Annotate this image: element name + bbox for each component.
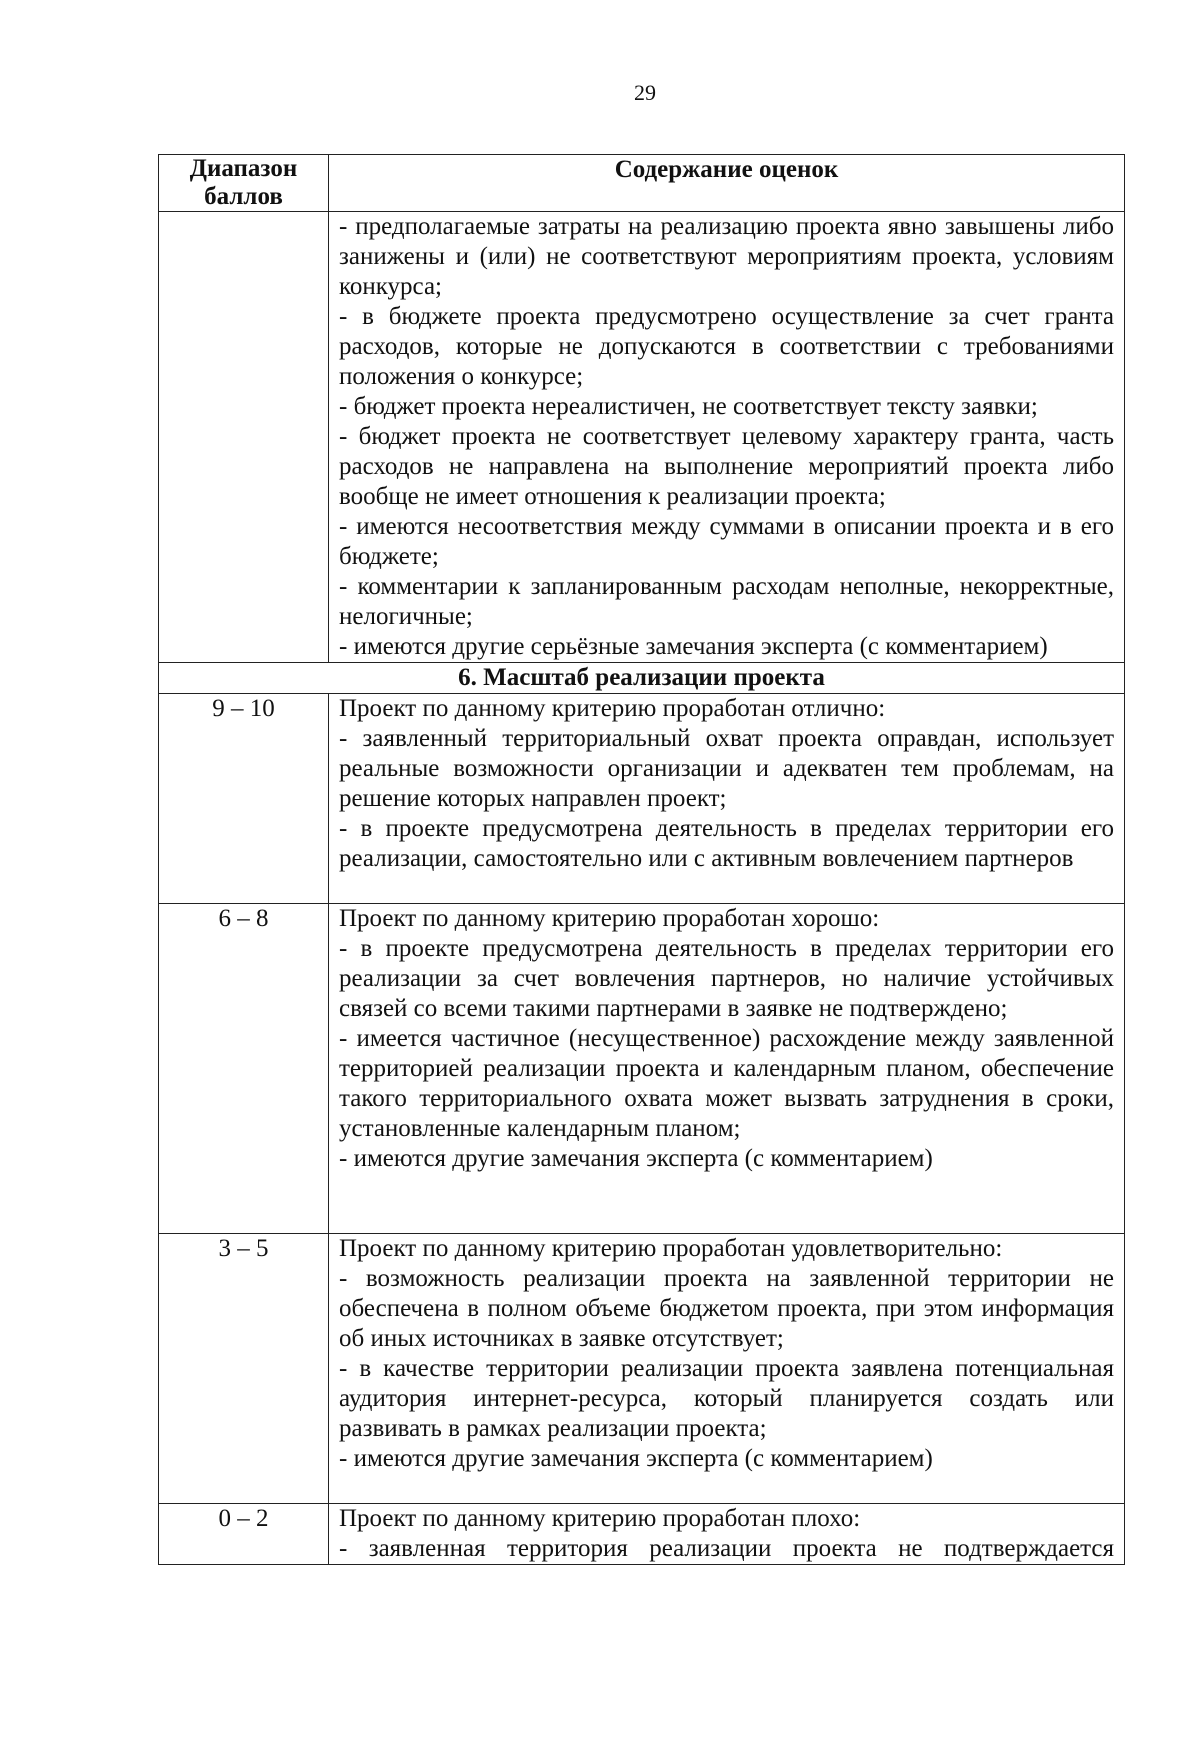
table-row — [159, 904, 1125, 1234]
row-lead: Проект по данному критерию проработан хорошо: — [339, 905, 880, 932]
table-row — [159, 694, 1125, 904]
header-content: Содержание оценок — [329, 155, 1125, 212]
content-cell — [329, 1234, 1125, 1504]
content-cell — [329, 904, 1125, 1234]
section-row — [159, 663, 1125, 694]
list-item: - в проекте предусмотрена деятельность в пределах территории его реализации за счет вовлечения партнеров, но наличие устойчивых связей со всеми такими партнерами в заявке не подтверждено; — [339, 935, 1114, 1022]
list-item: - возможность реализации проекта на заявленной территории не обеспечена в полном объеме бюджетом проекта, при этом информация об иных источниках в заявке отсутствует; — [339, 1265, 1114, 1352]
row-lead: Проект по данному критерию проработан удовлетворительно: — [339, 1235, 1003, 1262]
row-lead: Проект по данному критерию проработан отлично: — [339, 695, 886, 722]
list-item: - в проекте предусмотрена деятельность в пределах территории его реализации, самостоятельно или с активным вовлечением партнеров — [339, 815, 1114, 872]
table-row — [159, 212, 1125, 663]
range-cell: 6 – 8 — [159, 904, 329, 1234]
content-cell — [329, 1504, 1125, 1565]
table-row — [159, 1234, 1125, 1504]
range-cell: 9 – 10 — [159, 694, 329, 904]
list-item: - заявленный территориальный охват проекта оправдан, использует реальные возможности организации и адекватен тем проблемам, на решение которых направлен проект; — [339, 725, 1114, 812]
range-cell-empty — [159, 212, 329, 663]
list-item: - имеются несоответствия между суммами в описании проекта и в его бюджете; — [339, 513, 1114, 570]
content-cell — [329, 212, 1125, 663]
list-item: - имеются другие замечания эксперта (с комментарием) — [339, 1445, 933, 1472]
page-number: 29 — [634, 80, 656, 105]
range-cell: 3 – 5 — [159, 1234, 329, 1504]
row-lead: Проект по данному критерию проработан плохо: — [339, 1505, 861, 1532]
list-item: - предполагаемые затраты на реализацию проекта явно завышены либо занижены и (или) не соответствуют мероприятиям проекта, условиям конкурса; — [339, 213, 1114, 300]
list-item: - имеется частичное (несущественное) расхождение между заявленной территорией реализации проекта и календарным планом, обеспечение такого территориального охвата может вызвать затруднения в сроки, установленные календарным планом; — [339, 1025, 1114, 1142]
list-item: - бюджет проекта не соответствует целевому характеру гранта, часть расходов не направлена на выполнение мероприятий проекта либо вообще не имеет отношения к реализации проекта; — [339, 423, 1114, 510]
list-item: - в бюджете проекта предусмотрено осуществление за счет гранта расходов, которые не допускаются в соответствии с требованиями положения о конкурсе; — [339, 303, 1114, 390]
table-row — [159, 1504, 1125, 1565]
list-item: - в качестве территории реализации проекта заявлена потенциальная аудитория интернет-ресурса, который планируется создать или развивать в рамках реализации проекта; — [339, 1355, 1114, 1442]
list-item: - имеются другие серьёзные замечания эксперта (с комментарием) — [339, 633, 1048, 660]
range-cell: 0 – 2 — [159, 1504, 329, 1565]
list-item: - имеются другие замечания эксперта (с комментарием) — [339, 1145, 933, 1172]
section-title: 6. Масштаб реализации проекта — [159, 663, 1125, 694]
content-cell — [329, 694, 1125, 904]
list-item: - бюджет проекта нереалистичен, не соответствует тексту заявки; — [339, 393, 1038, 420]
list-item: - заявленная территория реализации проекта не подтверждается — [339, 1535, 1114, 1562]
table-header-row — [159, 155, 1125, 212]
list-item: - комментарии к запланированным расходам неполные, некорректные, нелогичные; — [339, 573, 1114, 630]
header-range: Диапазон баллов — [159, 155, 329, 212]
criteria-table — [158, 154, 1125, 1565]
